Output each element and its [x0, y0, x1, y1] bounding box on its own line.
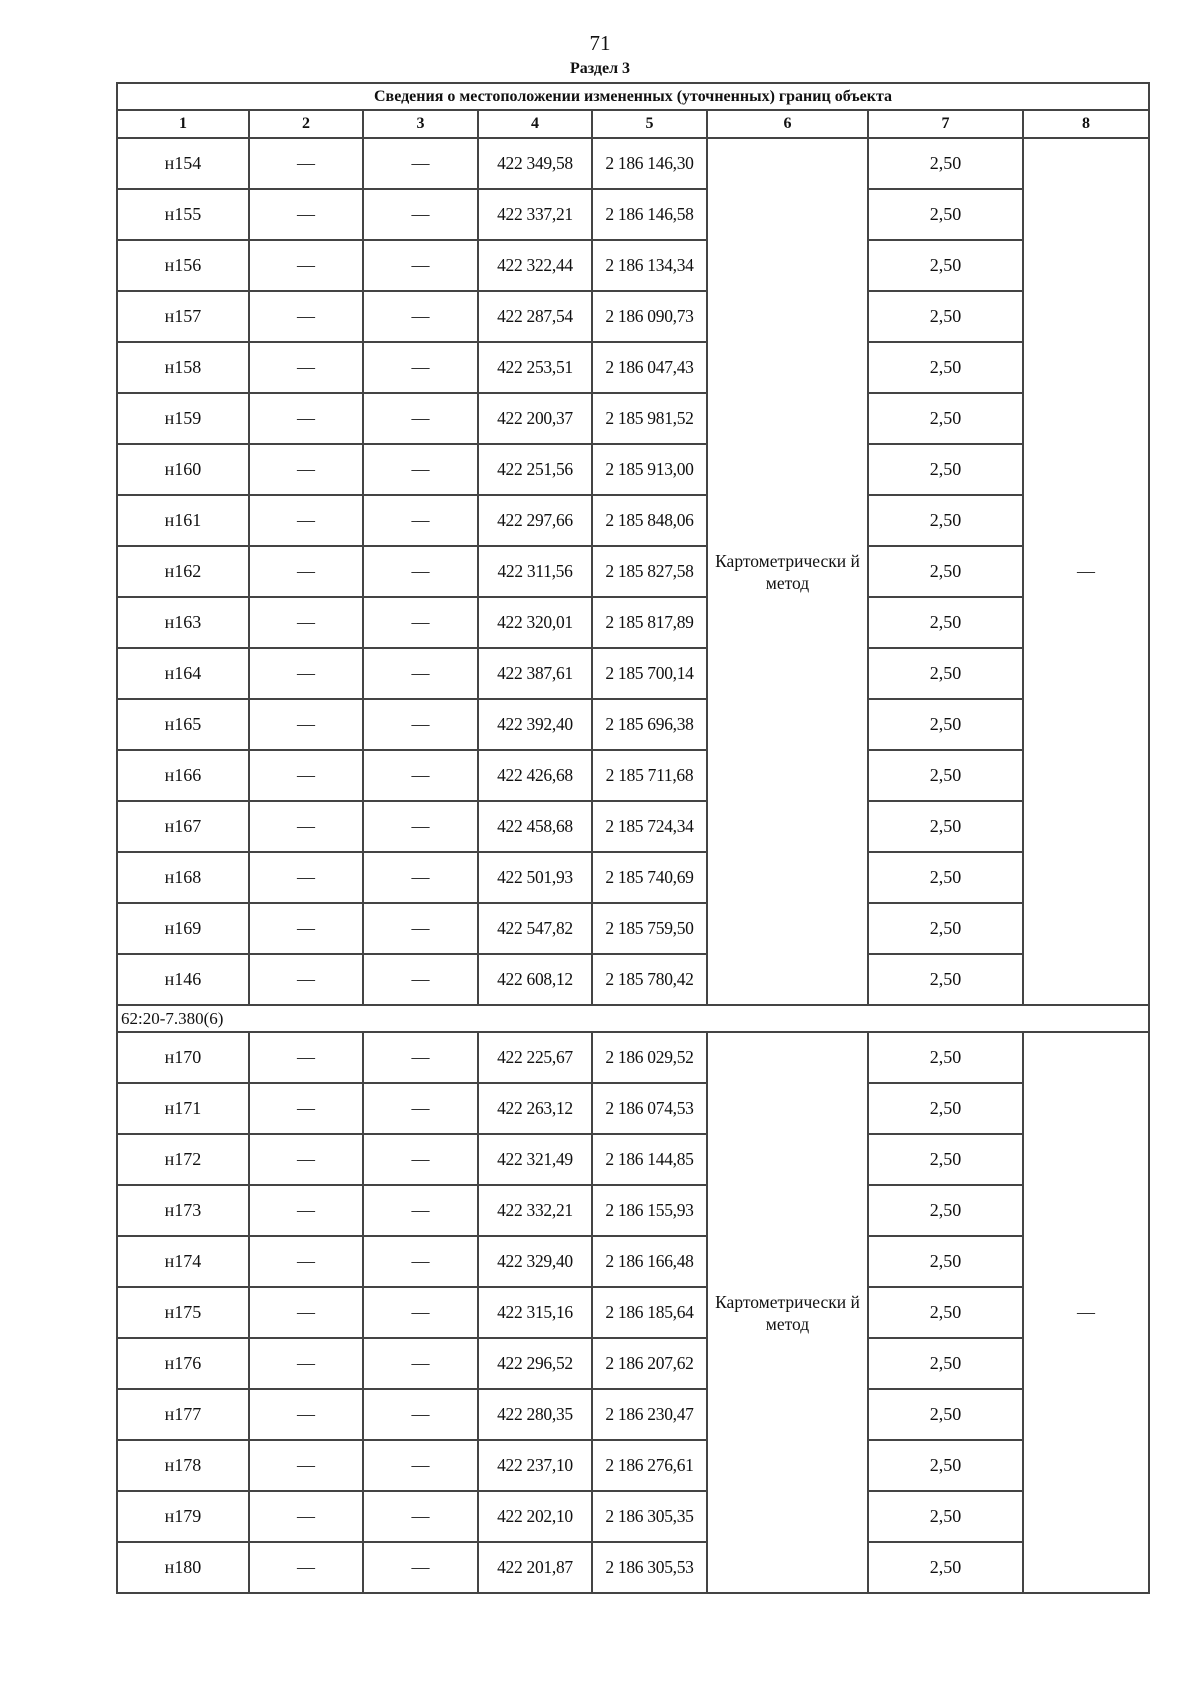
- group-label: 62:20-7.380(6): [117, 1005, 1149, 1032]
- y-coordinate: 2 185 724,34: [592, 801, 707, 852]
- x-coordinate: 422 426,68: [478, 750, 592, 801]
- table-row: [117, 801, 1149, 852]
- column-2-value: —: [249, 1236, 363, 1287]
- accuracy-value: 2,50: [868, 138, 1023, 189]
- x-coordinate: 422 337,21: [478, 189, 592, 240]
- table-row: [117, 903, 1149, 954]
- column-3-value: —: [363, 1083, 478, 1134]
- x-coordinate: 422 253,51: [478, 342, 592, 393]
- point-name: н164: [117, 648, 249, 699]
- y-coordinate: 2 185 780,42: [592, 954, 707, 1005]
- column-2-value: —: [249, 954, 363, 1005]
- point-name: н157: [117, 291, 249, 342]
- column-number-1: 1: [117, 110, 249, 138]
- point-name: н178: [117, 1440, 249, 1491]
- point-name: н166: [117, 750, 249, 801]
- table-row: [117, 852, 1149, 903]
- point-name: н169: [117, 903, 249, 954]
- point-name: н173: [117, 1185, 249, 1236]
- column-3-value: —: [363, 1491, 478, 1542]
- column-3-value: —: [363, 1185, 478, 1236]
- column-number-row: [117, 110, 1149, 138]
- accuracy-value: 2,50: [868, 393, 1023, 444]
- x-coordinate: 422 608,12: [478, 954, 592, 1005]
- point-name: н174: [117, 1236, 249, 1287]
- table-row: [117, 1134, 1149, 1185]
- y-coordinate: 2 186 074,53: [592, 1083, 707, 1134]
- column-3-value: —: [363, 648, 478, 699]
- x-coordinate: 422 201,87: [478, 1542, 592, 1593]
- point-name: н146: [117, 954, 249, 1005]
- column-3-value: —: [363, 138, 478, 189]
- point-name: н158: [117, 342, 249, 393]
- column-3-value: —: [363, 903, 478, 954]
- column-2-value: —: [249, 801, 363, 852]
- y-coordinate: 2 185 740,69: [592, 852, 707, 903]
- x-coordinate: 422 296,52: [478, 1338, 592, 1389]
- column-2-value: —: [249, 648, 363, 699]
- x-coordinate: 422 322,44: [478, 240, 592, 291]
- accuracy-value: 2,50: [868, 648, 1023, 699]
- column-2-value: —: [249, 1032, 363, 1083]
- point-name: н162: [117, 546, 249, 597]
- table-row: [117, 444, 1149, 495]
- table-row: [117, 750, 1149, 801]
- point-name: н179: [117, 1491, 249, 1542]
- column-2-value: —: [249, 1287, 363, 1338]
- x-coordinate: 422 321,49: [478, 1134, 592, 1185]
- column-2-value: —: [249, 240, 363, 291]
- accuracy-value: 2,50: [868, 1236, 1023, 1287]
- y-coordinate: 2 186 230,47: [592, 1389, 707, 1440]
- table-row: [117, 648, 1149, 699]
- x-coordinate: 422 349,58: [478, 138, 592, 189]
- y-coordinate: 2 186 029,52: [592, 1032, 707, 1083]
- column-2-value: —: [249, 597, 363, 648]
- accuracy-value: 2,50: [868, 699, 1023, 750]
- accuracy-value: 2,50: [868, 546, 1023, 597]
- accuracy-value: 2,50: [868, 750, 1023, 801]
- column-2-value: —: [249, 1440, 363, 1491]
- x-coordinate: 422 297,66: [478, 495, 592, 546]
- column-3-value: —: [363, 1338, 478, 1389]
- y-coordinate: 2 186 276,61: [592, 1440, 707, 1491]
- table-row: [117, 1032, 1149, 1083]
- x-coordinate: 422 387,61: [478, 648, 592, 699]
- accuracy-value: 2,50: [868, 1134, 1023, 1185]
- accuracy-value: 2,50: [868, 240, 1023, 291]
- y-coordinate: 2 185 827,58: [592, 546, 707, 597]
- y-coordinate: 2 186 144,85: [592, 1134, 707, 1185]
- y-coordinate: 2 185 759,50: [592, 903, 707, 954]
- x-coordinate: 422 392,40: [478, 699, 592, 750]
- accuracy-value: 2,50: [868, 903, 1023, 954]
- table-row: [117, 1491, 1149, 1542]
- column-3-value: —: [363, 699, 478, 750]
- column-2-value: —: [249, 699, 363, 750]
- column-2-value: —: [249, 495, 363, 546]
- column-2-value: —: [249, 1389, 363, 1440]
- point-name: н165: [117, 699, 249, 750]
- table-row: [117, 240, 1149, 291]
- table-row: [117, 291, 1149, 342]
- y-coordinate: 2 185 817,89: [592, 597, 707, 648]
- column-3-value: —: [363, 291, 478, 342]
- x-coordinate: 422 263,12: [478, 1083, 592, 1134]
- accuracy-value: 2,50: [868, 189, 1023, 240]
- column-3-value: —: [363, 1032, 478, 1083]
- column-3-value: —: [363, 1542, 478, 1593]
- table-row: [117, 1440, 1149, 1491]
- y-coordinate: 2 185 711,68: [592, 750, 707, 801]
- point-name: н155: [117, 189, 249, 240]
- column-2-value: —: [249, 1134, 363, 1185]
- column-3-value: —: [363, 801, 478, 852]
- y-coordinate: 2 186 134,34: [592, 240, 707, 291]
- x-coordinate: 422 237,10: [478, 1440, 592, 1491]
- column-3-value: —: [363, 852, 478, 903]
- determination-method: Картометрически й метод: [707, 138, 868, 1005]
- column-3-value: —: [363, 189, 478, 240]
- column-3-value: —: [363, 393, 478, 444]
- table-row: [117, 546, 1149, 597]
- table-row: [117, 138, 1149, 189]
- point-name: н160: [117, 444, 249, 495]
- column-2-value: —: [249, 852, 363, 903]
- accuracy-value: 2,50: [868, 1389, 1023, 1440]
- accuracy-value: 2,50: [868, 1032, 1023, 1083]
- column-3-value: —: [363, 1134, 478, 1185]
- section-title: Раздел 3: [569, 60, 631, 77]
- y-coordinate: 2 186 090,73: [592, 291, 707, 342]
- accuracy-value: 2,50: [868, 1440, 1023, 1491]
- table-row: [117, 954, 1149, 1005]
- point-name: н180: [117, 1542, 249, 1593]
- accuracy-value: 2,50: [868, 852, 1023, 903]
- table-row: [117, 393, 1149, 444]
- column-3-value: —: [363, 954, 478, 1005]
- determination-method: Картометрически й метод: [707, 1032, 868, 1593]
- page-number: 71: [589, 31, 611, 55]
- point-name: н177: [117, 1389, 249, 1440]
- x-coordinate: 422 320,01: [478, 597, 592, 648]
- y-coordinate: 2 186 207,62: [592, 1338, 707, 1389]
- accuracy-value: 2,50: [868, 801, 1023, 852]
- y-coordinate: 2 185 913,00: [592, 444, 707, 495]
- point-name: н172: [117, 1134, 249, 1185]
- table-row: [117, 1338, 1149, 1389]
- column-number-8: 8: [1023, 110, 1149, 138]
- column-3-value: —: [363, 495, 478, 546]
- table-row: [117, 1236, 1149, 1287]
- table-caption: Сведения о местоположении измененных (уточненных) границ объекта: [117, 83, 1149, 110]
- column-2-value: —: [249, 342, 363, 393]
- x-coordinate: 422 332,21: [478, 1185, 592, 1236]
- column-2-value: —: [249, 1083, 363, 1134]
- column-3-value: —: [363, 342, 478, 393]
- column-3-value: —: [363, 444, 478, 495]
- point-name: н171: [117, 1083, 249, 1134]
- table-row: [117, 1185, 1149, 1236]
- x-coordinate: 422 202,10: [478, 1491, 592, 1542]
- column-8-value: —: [1023, 1032, 1149, 1593]
- x-coordinate: 422 280,35: [478, 1389, 592, 1440]
- point-name: н154: [117, 138, 249, 189]
- accuracy-value: 2,50: [868, 954, 1023, 1005]
- table-caption-row: [117, 83, 1149, 110]
- accuracy-value: 2,50: [868, 1185, 1023, 1236]
- column-3-value: —: [363, 750, 478, 801]
- point-name: н168: [117, 852, 249, 903]
- table-row: [117, 1389, 1149, 1440]
- table-row: [117, 1083, 1149, 1134]
- point-name: н167: [117, 801, 249, 852]
- y-coordinate: 2 186 185,64: [592, 1287, 707, 1338]
- column-number-7: 7: [868, 110, 1023, 138]
- column-3-value: —: [363, 546, 478, 597]
- column-2-value: —: [249, 903, 363, 954]
- column-2-value: —: [249, 1338, 363, 1389]
- accuracy-value: 2,50: [868, 342, 1023, 393]
- column-3-value: —: [363, 1236, 478, 1287]
- column-number-6: 6: [707, 110, 868, 138]
- column-number-3: 3: [363, 110, 478, 138]
- accuracy-value: 2,50: [868, 1542, 1023, 1593]
- column-2-value: —: [249, 546, 363, 597]
- accuracy-value: 2,50: [868, 444, 1023, 495]
- point-name: н163: [117, 597, 249, 648]
- y-coordinate: 2 186 047,43: [592, 342, 707, 393]
- column-2-value: —: [249, 750, 363, 801]
- point-name: н159: [117, 393, 249, 444]
- accuracy-value: 2,50: [868, 597, 1023, 648]
- table-row: [117, 189, 1149, 240]
- x-coordinate: 422 200,37: [478, 393, 592, 444]
- column-3-value: —: [363, 240, 478, 291]
- y-coordinate: 2 186 305,35: [592, 1491, 707, 1542]
- x-coordinate: 422 251,56: [478, 444, 592, 495]
- point-name: н170: [117, 1032, 249, 1083]
- group-label-row: [117, 1005, 1149, 1032]
- accuracy-value: 2,50: [868, 291, 1023, 342]
- column-number-5: 5: [592, 110, 707, 138]
- table-row: [117, 1287, 1149, 1338]
- x-coordinate: 422 501,93: [478, 852, 592, 903]
- column-2-value: —: [249, 1542, 363, 1593]
- point-name: н175: [117, 1287, 249, 1338]
- y-coordinate: 2 186 146,58: [592, 189, 707, 240]
- column-3-value: —: [363, 597, 478, 648]
- accuracy-value: 2,50: [868, 495, 1023, 546]
- y-coordinate: 2 186 166,48: [592, 1236, 707, 1287]
- column-2-value: —: [249, 291, 363, 342]
- x-coordinate: 422 311,56: [478, 546, 592, 597]
- column-3-value: —: [363, 1389, 478, 1440]
- x-coordinate: 422 287,54: [478, 291, 592, 342]
- y-coordinate: 2 186 146,30: [592, 138, 707, 189]
- point-name: н176: [117, 1338, 249, 1389]
- point-name: н156: [117, 240, 249, 291]
- column-2-value: —: [249, 138, 363, 189]
- y-coordinate: 2 186 155,93: [592, 1185, 707, 1236]
- table-body: [117, 83, 1149, 1593]
- x-coordinate: 422 458,68: [478, 801, 592, 852]
- y-coordinate: 2 185 700,14: [592, 648, 707, 699]
- column-2-value: —: [249, 393, 363, 444]
- x-coordinate: 422 315,16: [478, 1287, 592, 1338]
- table-row: [117, 342, 1149, 393]
- column-2-value: —: [249, 1185, 363, 1236]
- accuracy-value: 2,50: [868, 1083, 1023, 1134]
- accuracy-value: 2,50: [868, 1338, 1023, 1389]
- column-2-value: —: [249, 189, 363, 240]
- column-8-value: —: [1023, 138, 1149, 1005]
- column-number-4: 4: [478, 110, 592, 138]
- column-3-value: —: [363, 1287, 478, 1338]
- y-coordinate: 2 185 696,38: [592, 699, 707, 750]
- accuracy-value: 2,50: [868, 1491, 1023, 1542]
- y-coordinate: 2 185 981,52: [592, 393, 707, 444]
- y-coordinate: 2 185 848,06: [592, 495, 707, 546]
- x-coordinate: 422 547,82: [478, 903, 592, 954]
- table-row: [117, 597, 1149, 648]
- y-coordinate: 2 186 305,53: [592, 1542, 707, 1593]
- boundary-coordinates-table: [116, 82, 1150, 1594]
- x-coordinate: 422 225,67: [478, 1032, 592, 1083]
- column-2-value: —: [249, 444, 363, 495]
- x-coordinate: 422 329,40: [478, 1236, 592, 1287]
- table-row: [117, 1542, 1149, 1593]
- column-number-2: 2: [249, 110, 363, 138]
- column-2-value: —: [249, 1491, 363, 1542]
- table-row: [117, 495, 1149, 546]
- accuracy-value: 2,50: [868, 1287, 1023, 1338]
- table-row: [117, 699, 1149, 750]
- column-3-value: —: [363, 1440, 478, 1491]
- point-name: н161: [117, 495, 249, 546]
